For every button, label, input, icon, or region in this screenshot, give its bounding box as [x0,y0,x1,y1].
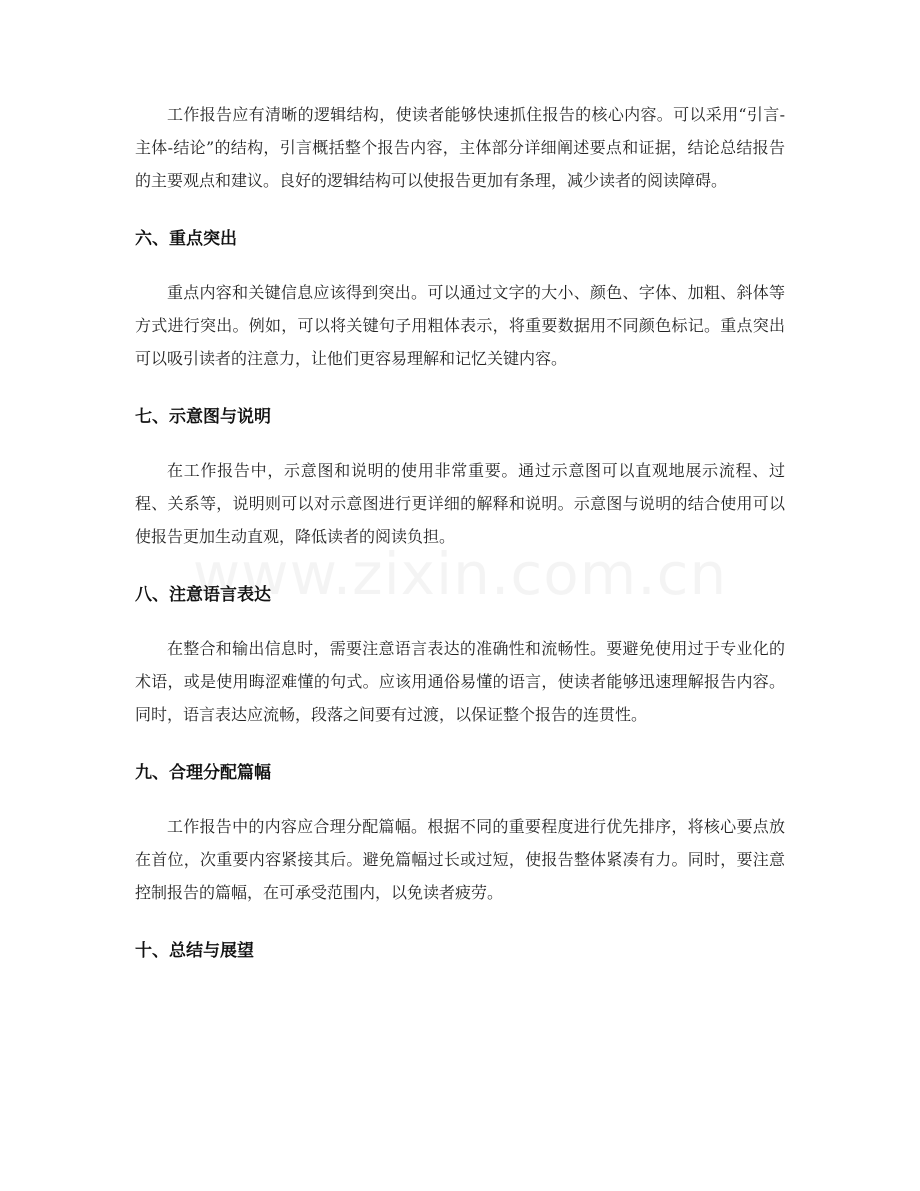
section-10 [135,909,785,964]
section-heading: 八、注意语言表达 [135,585,271,605]
section-8 [135,553,785,731]
section-heading: 十、总结与展望 [135,941,254,961]
section-6 [135,197,785,375]
intro-paragraph: 工作报告应有清晰的逻辑结构，使读者能够快速抓住报告的核心内容。可以采用“引言-主体-结论”的结构，引言概括整个报告内容，主体部分详细阐述要点和证据，结论总结报告的主要观点和建议。良好的逻辑结构可以使报告更加有条理，减少读者的阅读障碍。 [135,105,785,190]
section-paragraph: 在整合和输出信息时，需要注意语言表达的准确性和流畅性。要避免使用过于专业化的术语，或是使用晦涩难懂的句式。应该用通俗易懂的语言，使读者能够迅速理解报告内容。同时，语言表达应流畅，段落之间要有过渡，以保证整个报告的连贯性。 [135,639,785,724]
section-9 [135,731,785,909]
section-heading: 七、示意图与说明 [135,407,271,427]
section-heading: 六、重点突出 [135,229,237,249]
section-paragraph: 工作报告中的内容应合理分配篇幅。根据不同的重要程度进行优先排序，将核心要点放在首位，次重要内容紧接其后。避免篇幅过长或过短，使报告整体紧凑有力。同时，要注意控制报告的篇幅，在可承受范围内，以免读者疲劳。 [135,817,785,902]
section-paragraph: 在工作报告中，示意图和说明的使用非常重要。通过示意图可以直观地展示流程、过程、关系等，说明则可以对示意图进行更详细的解释和说明。示意图与说明的结合使用可以使报告更加生动直观，降低读者的阅读负担。 [135,461,785,546]
section-heading: 九、合理分配篇幅 [135,763,271,783]
section-paragraph: 重点内容和关键信息应该得到突出。可以通过文字的大小、颜色、字体、加粗、斜体等方式进行突出。例如，可以将关键句子用粗体表示，将重要数据用不同颜色标记。重点突出可以吸引读者的注意力，让他们更容易理解和记忆关键内容。 [135,283,785,368]
section-7 [135,375,785,553]
